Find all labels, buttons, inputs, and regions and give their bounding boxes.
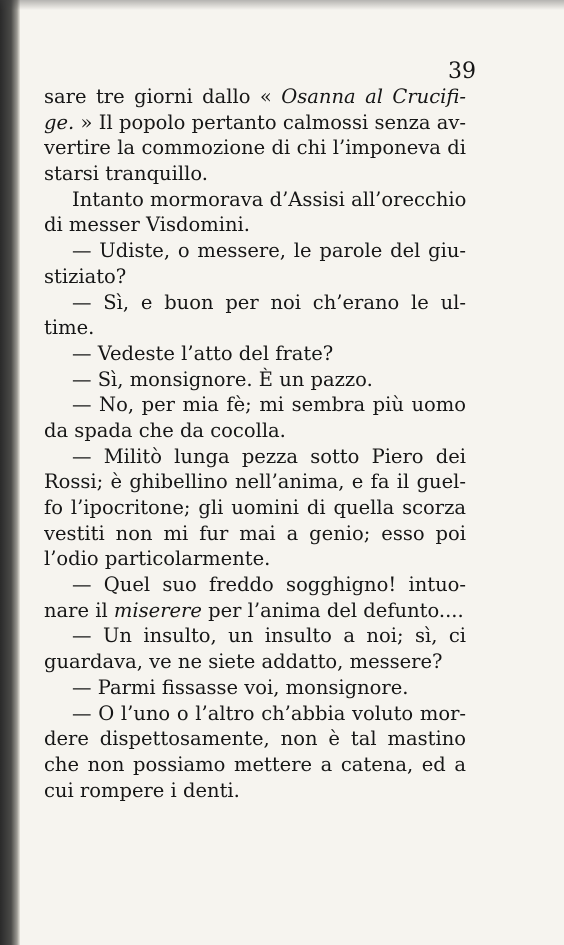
text-line — [44, 752, 466, 778]
text-line — [44, 264, 466, 290]
text-run: nare il — [44, 598, 114, 622]
text-line — [44, 367, 466, 393]
text-run: — No, per mia fè; mi sembra più uomo — [72, 393, 466, 417]
italic-text: ge. — [44, 110, 75, 134]
page-top-shadow — [0, 0, 564, 10]
text-run: — Vedeste l’atto del frate? — [72, 341, 334, 365]
text-run: — Parmi fissasse voi, monsignore. — [72, 675, 409, 699]
text-line — [44, 726, 466, 752]
text-line — [44, 315, 466, 341]
text-run: — Quel suo freddo sogghigno! intuo- — [72, 573, 466, 597]
text-run: fo l’ipocritone; gli uomini di quella scorza — [44, 496, 466, 519]
text-line — [44, 495, 466, 521]
text-line — [44, 649, 466, 675]
text-line — [44, 778, 466, 804]
text-run: — Militò lunga pezza sotto Piero dei — [72, 444, 466, 468]
text-run: sare tre giorni dallo « — [44, 85, 282, 108]
text-line — [44, 135, 466, 161]
text-run: cui rompere i denti. — [44, 778, 240, 802]
text-run: time. — [44, 316, 95, 340]
text-line — [44, 418, 466, 444]
text-run: Rossi; è ghibellino nell’anima, e fa il guel- — [44, 470, 466, 494]
text-line — [44, 469, 466, 495]
text-line — [44, 187, 466, 213]
text-run: — Sì, e buon per noi ch’erano le ul- — [72, 290, 466, 314]
text-line — [44, 701, 466, 727]
text-line — [44, 521, 466, 547]
text-line — [44, 290, 466, 316]
text-line — [44, 238, 466, 264]
text-line — [44, 444, 466, 470]
text-run: vertire la commozione di chi l’imponeva di — [44, 136, 466, 160]
text-run: guardava, ve ne siete addatto, messere? — [44, 650, 443, 674]
text-run: Intanto mormorava d’Assisi all’orecchio — [72, 187, 466, 211]
text-run: — Sì, monsignore. È un pazzo. — [72, 367, 373, 391]
text-line — [44, 623, 466, 649]
page-number: 39 — [448, 59, 476, 84]
italic-text: miserere — [113, 598, 202, 622]
text-line — [44, 572, 466, 598]
body-text — [44, 84, 466, 803]
text-line — [44, 84, 466, 110]
text-run: — O l’uno o l’altro ch’abbia voluto mor- — [72, 701, 466, 725]
text-line — [44, 675, 466, 701]
text-run: stiziato? — [44, 264, 127, 288]
text-run: — Udiste, o messere, le parole del giu- — [72, 239, 466, 263]
text-run: da spada che da cocolla. — [44, 418, 286, 442]
text-line — [44, 161, 466, 187]
text-run: vestiti non mi fur mai a genio; esso poi — [44, 521, 466, 545]
text-run: — Un insulto, un insulto a noi; sì, ci — [72, 624, 466, 648]
text-line — [44, 392, 466, 418]
text-run: di messer Visdomini. — [44, 213, 250, 237]
text-line — [44, 546, 466, 572]
book-binding — [0, 0, 20, 945]
text-line — [44, 212, 466, 238]
text-run: » Il popolo pertanto calmossi senza av- — [74, 110, 466, 134]
text-line — [44, 341, 466, 367]
text-run: per l’anima del defunto.... — [201, 598, 464, 622]
italic-text: Osanna al Crucifi- — [281, 85, 466, 108]
text-line — [44, 598, 466, 624]
text-run: che non possiamo mettere a catena, ed a — [44, 752, 466, 776]
text-line — [44, 110, 466, 136]
text-run: dere dispettosamente, non è tal mastino — [44, 727, 466, 751]
text-run: l’odio particolarmente. — [44, 547, 271, 571]
text-run: starsi tranquillo. — [44, 162, 208, 186]
